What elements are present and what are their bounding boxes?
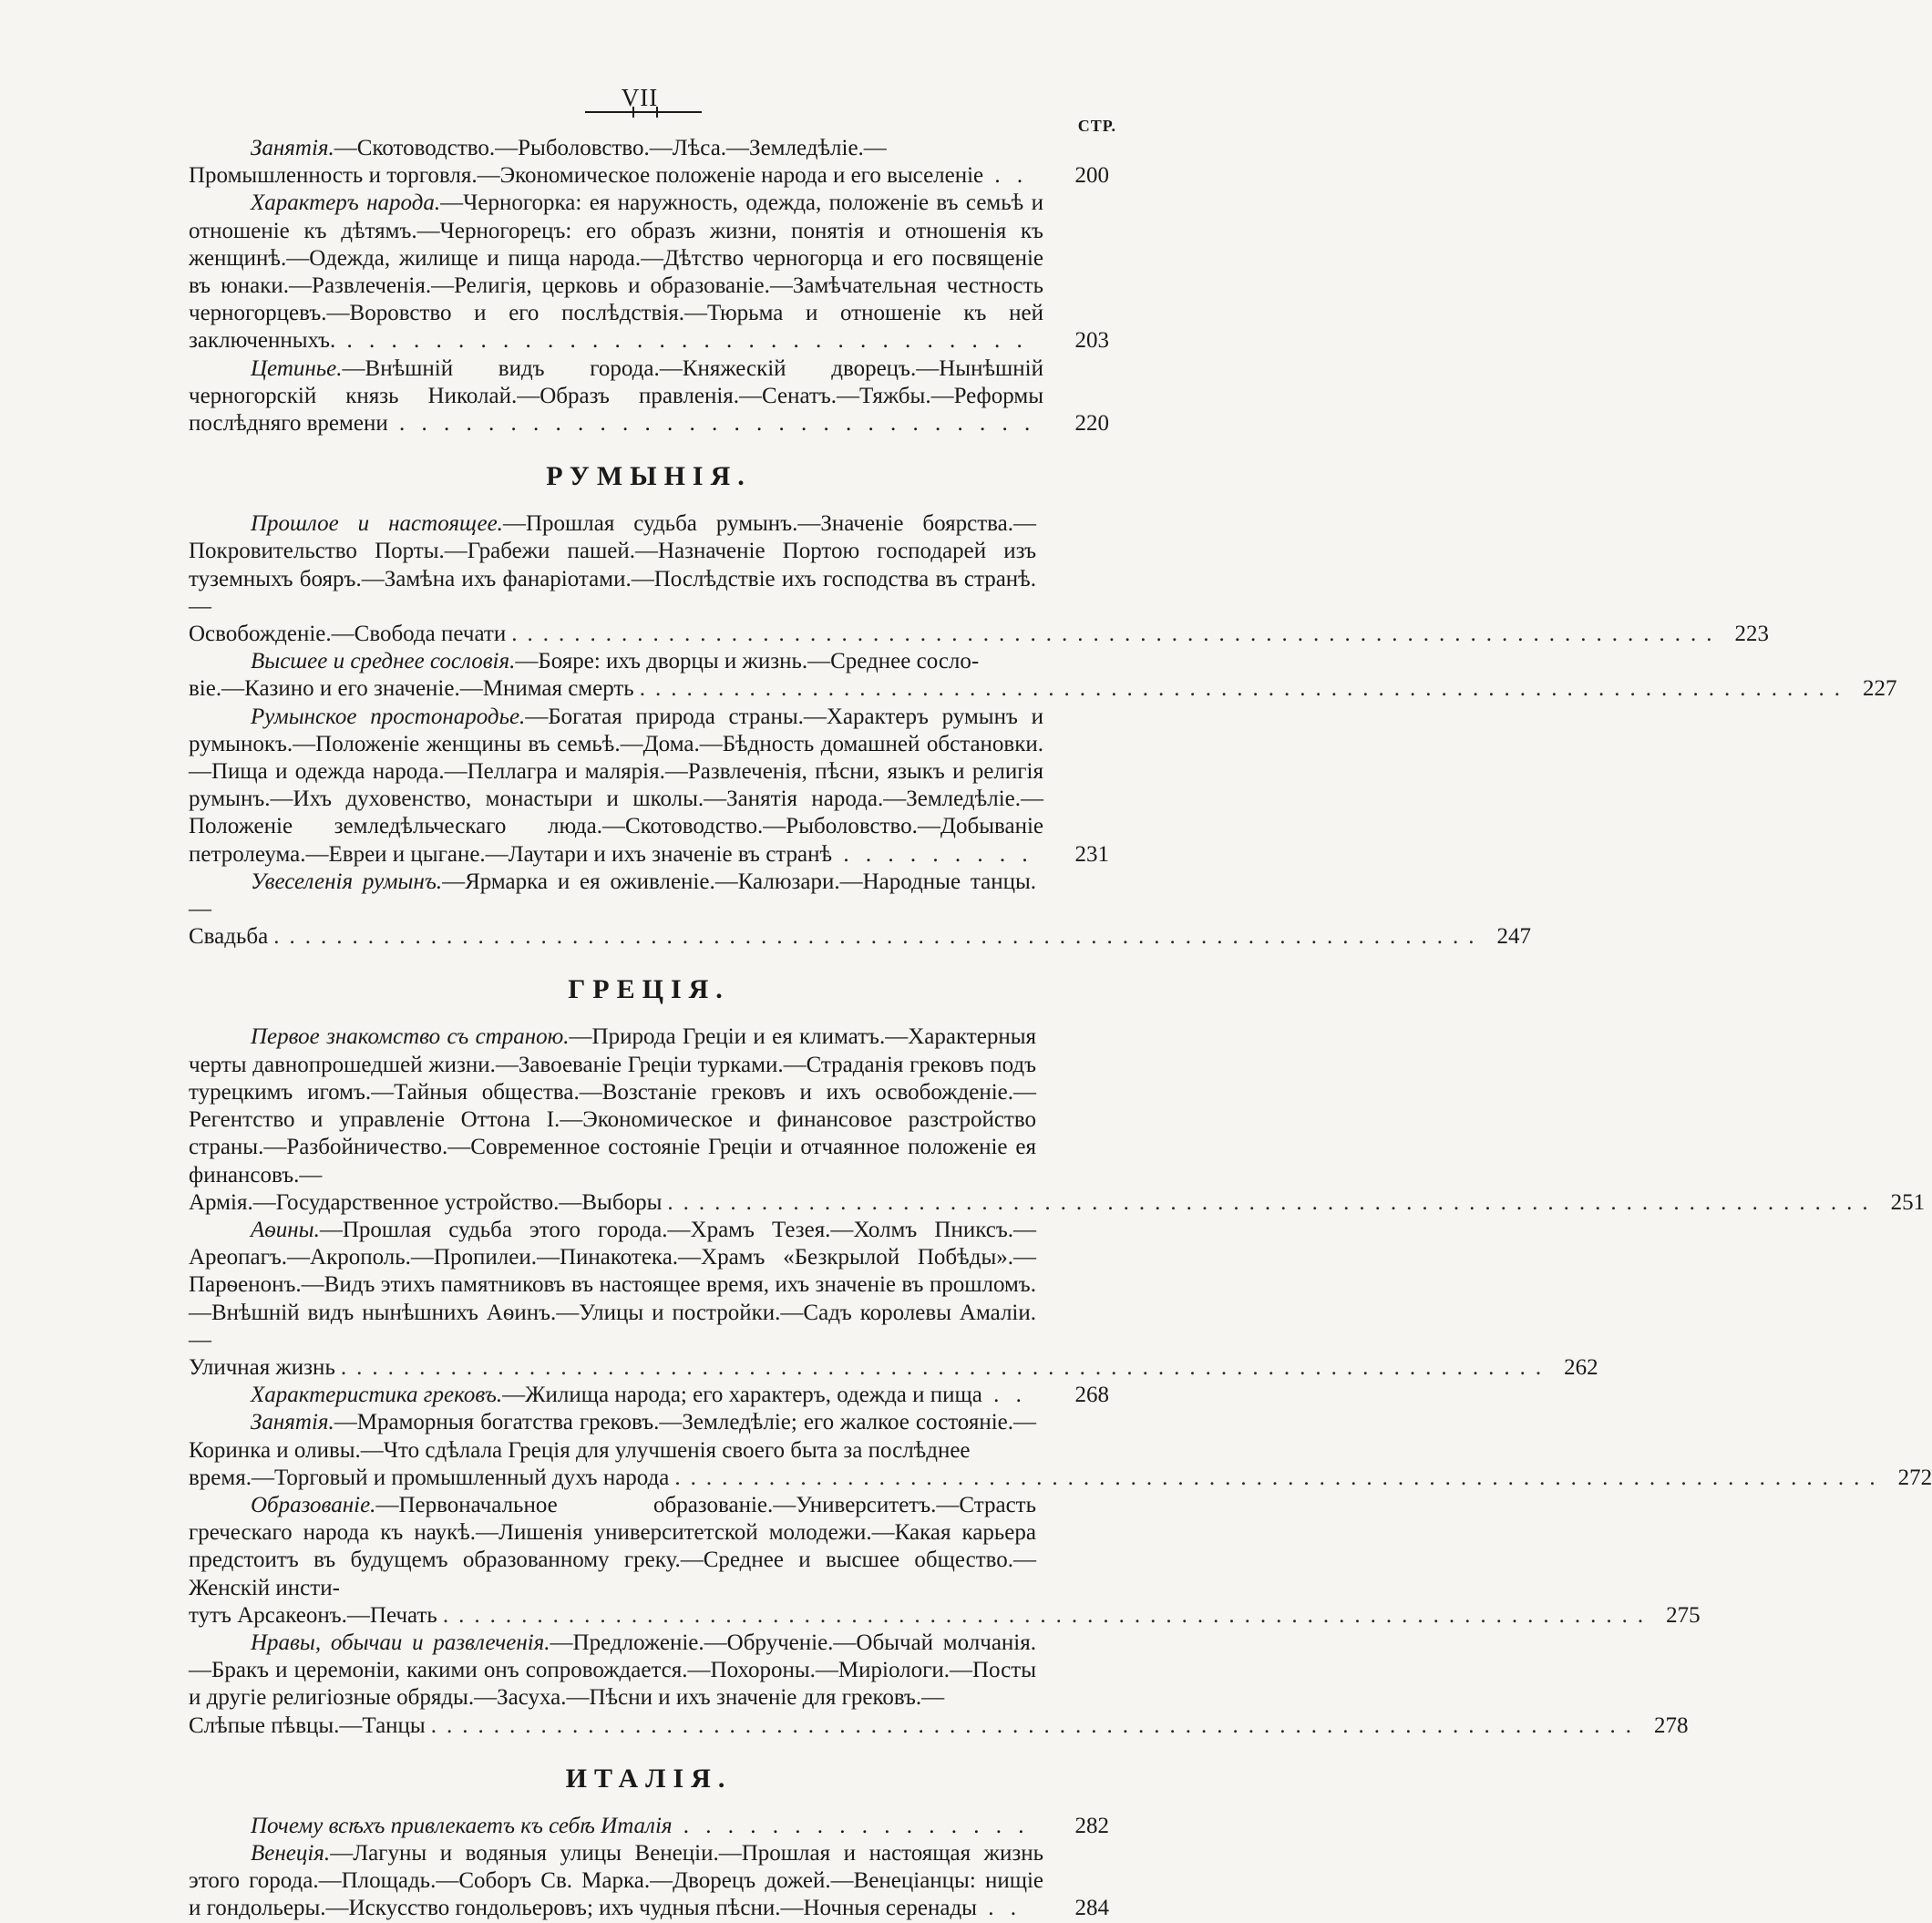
- toc-entry: [189, 510, 1769, 648]
- entry-body: [189, 1382, 1109, 1409]
- entry-page-number: 284: [1074, 1896, 1109, 1921]
- section-heading: ГРЕЦІЯ.: [568, 974, 730, 1005]
- header-rule: [585, 111, 702, 113]
- toc-entry: [189, 135, 1109, 190]
- entry-text: —Прошлая судьба румынъ.—Значеніе боярства.—Покровительство Порты.—Грабежи пашей.—Назначеніе Портою господарей изъ туземныхъ бояръ.—Замѣна ихъ фанаріотами.—Послѣдствіе ихъ господства въ странѣ.—: [189, 511, 1036, 619]
- entry-text: —Природа Греціи и ея климатъ.—Характерныя черты давнопрошедшей жизни.—Завоеваніе Греціи турками.—Страданія грековъ подъ турецкимъ игомъ.—Тайныя общества.—Возстаніе грековъ и ихъ освобожденіе.—Регентство и управленіе Оттона I.—Экономическое и финансовое разстройство страны.—Разбойничество.—Современное состояніе Греціи и отчаянное положеніе ея финансовъ.—: [189, 1024, 1036, 1188]
- dot-leader: . .: [983, 163, 1029, 189]
- page-number: VII: [621, 84, 659, 111]
- dot-leader: .............................................................................: [674, 1465, 1886, 1490]
- entry-body: [189, 1630, 1109, 1712]
- entry-body: [189, 869, 1109, 923]
- entry-body: [189, 648, 1109, 675]
- entry-last-line: Слѣпые пѣвцы.—Танцы: [189, 1712, 426, 1738]
- entry-body: [189, 1409, 1109, 1464]
- entry-page-number: 247: [1496, 924, 1531, 950]
- entry-title: Высшее и среднее сословія.: [251, 649, 516, 674]
- entry-text: —Скотоводство.—Рыболовство.—Лѣса.—Земледѣліе.—Промышленность и торговля.—Экономическое положеніе народа и его выселеніе: [189, 136, 984, 189]
- dot-leader: . . . . . . . . . . . . . . . . . . . . . . . . . . . . .: [387, 411, 1036, 437]
- section-heading: ИТАЛІЯ.: [565, 1763, 733, 1794]
- entry-last-line: Уличная жизнь: [189, 1354, 335, 1380]
- entry-last-line: время.—Торговый и промышленный духъ народа: [189, 1465, 670, 1490]
- entry-body: [189, 510, 1109, 621]
- entry-title: Венеція.: [251, 1840, 331, 1866]
- entry-body: [189, 1217, 1109, 1354]
- toc-entry: [189, 1217, 1598, 1382]
- entry-page-number: 272: [1897, 1465, 1932, 1490]
- toc-entry: [189, 190, 1109, 355]
- entry-title: Румынское простонародье.: [251, 704, 526, 729]
- entry-last-line: Освобожденіе.—Свобода печати: [189, 622, 507, 647]
- toc-entry: [189, 355, 1109, 438]
- table-of-contents: [189, 135, 1932, 1923]
- entry-text: —Лагуны и водяныя улицы Венеціи.—Прошлая и настоящая жизнь этого города.—Площадь.—Соборъ Св. Марка.—Дворецъ дожей.—Венеціанцы: нищіе и гондольеры.—Искусство гондольеровъ; ихъ чудныя пѣсни.—Ночныя серенады: [189, 1840, 1043, 1921]
- toc-entry: [189, 1409, 1932, 1492]
- entry-text: —Богатая природа страны.—Характеръ румынъ и румынокъ.—Положеніе женщины въ семьѣ.—Дома.—Бѣдность домашней обстановки.—Пища и одежда народа.—Пеллагра и малярія.—Развлеченія, пѣсни, языкъ и религія румынъ.—Ихъ духовенство, монастыри и школы.—Занятія народа.—Земледѣліе.—Положеніе земледѣльческаго люда.—Скотоводство.—Рыболовство.—Добываніе петролеума.—Евреи и цыгане.—Лаутари и ихъ значеніе въ странѣ: [189, 704, 1044, 867]
- entry-page-number: 227: [1862, 676, 1897, 702]
- section-heading: РУМЫНІЯ.: [546, 461, 752, 492]
- entry-title: Занятія.: [251, 1410, 334, 1435]
- entry-page-number: 262: [1564, 1354, 1598, 1380]
- entry-last-line: Свадьба: [189, 924, 269, 950]
- dot-leader: .............................................................................: [442, 1602, 1654, 1628]
- entry-text: —Внѣшній видъ города.—Княжескій дворецъ.—Нынѣшній черногорскій князь Николай.—Образъ правленія.—Сенатъ.—Тяжбы.—Реформы послѣдняго времени: [189, 355, 1043, 437]
- entry-title: Цетинье.: [251, 355, 343, 381]
- page-column-label: СТР.: [1077, 117, 1116, 135]
- entry-page-number: 203: [1074, 328, 1109, 354]
- entry-text: —Бояре: ихъ дворцы и жизнь.—Среднее сосло-: [515, 649, 980, 674]
- entry-text: —Прошлая судьба этого города.—Храмъ Тезея.—Холмъ Пниксъ.—Ареопагъ.—Акрополь.—Пропилеи.—Пинакотека.—Храмъ «Безкрылой Побѣды».—Парѳенонъ.—Видъ этихъ памятниковъ въ настоящее время, ихъ значеніе въ прошломъ.—Внѣшній видъ нынѣшнихъ Аѳинъ.—Улицы и постройки.—Садъ королевы Амаліи.—: [189, 1217, 1036, 1352]
- entry-last-line: тутъ Арсакеонъ.—Печать: [189, 1602, 437, 1628]
- entry-page-number: 275: [1666, 1602, 1701, 1628]
- entry-body: [189, 1813, 1109, 1840]
- entry-title: Почему всѣхъ привлекаетъ къ себѣ Италія: [251, 1813, 673, 1838]
- toc-entry: [189, 1492, 1701, 1630]
- toc-entry: [189, 1840, 1109, 1923]
- entry-page-number: 282: [1074, 1813, 1109, 1838]
- entry-text: —Черногорка: ея наружность, одежда, положеніе въ семьѣ и отношеніе къ дѣтямъ.—Черногорецъ: его образъ жизни, понятія и отношенія къ женщинѣ.—Одежда, жилище и пища народа.—Дѣтство черногорца и его посвященіе въ юнаки.—Развлеченія.—Религія, церковь и образованіе.—Замѣчательная честность черногорцевъ.—Воровство и его послѣдствія.—Тюрьма и отношеніе къ ней заключенныхъ.: [189, 190, 1044, 354]
- toc-entry: [189, 704, 1109, 869]
- entry-body: [189, 355, 1109, 438]
- toc-section: [189, 135, 1109, 437]
- entry-text: —Жилища народа; его характеръ, одежда и пища: [502, 1383, 982, 1408]
- toc-entry: [189, 648, 1897, 703]
- entry-body: [189, 704, 1109, 869]
- dot-leader: .............................................................................: [639, 676, 1850, 702]
- entry-page-number: 200: [1074, 163, 1109, 189]
- entry-title: Прошлое и настоящее.: [251, 511, 503, 537]
- entry-page-number: 231: [1074, 841, 1109, 867]
- entry-body: [189, 1023, 1109, 1188]
- entry-title: Увеселенія румынъ.: [251, 869, 443, 894]
- entry-text: —Первоначальное образованіе.—Университетъ.—Страсть греческаго народа къ наукѣ.—Лишенія университетской молодежи.—Какая карьера предстоитъ въ будущемъ образованному греку.—Среднее и высшее общество.—Женскій инсти-: [189, 1492, 1036, 1600]
- toc-entry: [189, 1630, 1689, 1740]
- entry-title: Характеръ народа.: [251, 190, 441, 216]
- toc-section: [189, 1765, 1109, 1923]
- dot-leader: .............................................................................: [430, 1712, 1641, 1738]
- entry-body: [189, 1492, 1109, 1602]
- entry-title: Занятія.: [251, 136, 334, 160]
- toc-entry: [189, 1023, 1926, 1216]
- dot-leader: . . . . . . . . .: [832, 841, 1033, 867]
- entry-title: Аѳины.: [251, 1217, 320, 1242]
- entry-text: —Мраморныя богатства грековъ.—Земледѣліе; его жалкое состояніе.—Коринка и оливы.—Что сдѣлала Греція для улучшенія своего быта за послѣднее: [189, 1410, 1036, 1463]
- entry-body: [189, 190, 1109, 355]
- toc-section: [189, 461, 1897, 951]
- entry-page-number: 268: [1074, 1383, 1109, 1408]
- entry-title: Нравы, обычаи и развлеченія.: [251, 1630, 550, 1655]
- toc-entry: [189, 869, 1531, 951]
- entry-body: [189, 135, 1109, 190]
- entry-text: —Ярмарка и ея оживленіе.—Калюзари.—Народные танцы.—: [189, 869, 1036, 922]
- entry-title: Образованіе.: [251, 1492, 376, 1517]
- entry-body: [189, 1840, 1109, 1923]
- toc-section: [189, 974, 1932, 1739]
- entry-title: Первое знакомство съ страною.: [251, 1024, 570, 1050]
- toc-entry: [189, 1382, 1109, 1409]
- toc-entry: [189, 1813, 1109, 1840]
- entry-page-number: 220: [1074, 411, 1109, 437]
- entry-page-number: 223: [1734, 622, 1769, 647]
- dot-leader: . .: [976, 1896, 1022, 1921]
- dot-leader: . .: [981, 1383, 1027, 1408]
- entry-title: Характеристика грековъ.: [251, 1383, 503, 1408]
- entry-page-number: 251: [1890, 1189, 1926, 1215]
- dot-leader: . . . . . . . . . . . . . . . .: [672, 1813, 1030, 1838]
- dot-leader: .............................................................................: [667, 1189, 1878, 1215]
- dot-leader: .............................................................................: [511, 622, 1722, 647]
- dot-leader: . . . . . . . . . . . . . . . . . . . . . . . . . . . . . . .: [335, 328, 1028, 354]
- dot-leader: .............................................................................: [273, 924, 1485, 950]
- entry-page-number: 278: [1653, 1712, 1689, 1738]
- entry-text: —Предложеніе.—Обрученіе.—Обычай молчанія.—Бракъ и церемоніи, какими онъ сопровождается.—Похороны.—Миріологи.—Посты и другіе религіозные обряды.—Засуха.—Пѣсни и ихъ значеніе для грековъ.—: [189, 1630, 1037, 1711]
- entry-last-line: Армія.—Государственное устройство.—Выборы: [189, 1189, 663, 1215]
- dot-leader: .............................................................................: [340, 1354, 1552, 1380]
- entry-last-line: віе.—Казино и его значеніе.—Мнимая смерть: [189, 676, 634, 702]
